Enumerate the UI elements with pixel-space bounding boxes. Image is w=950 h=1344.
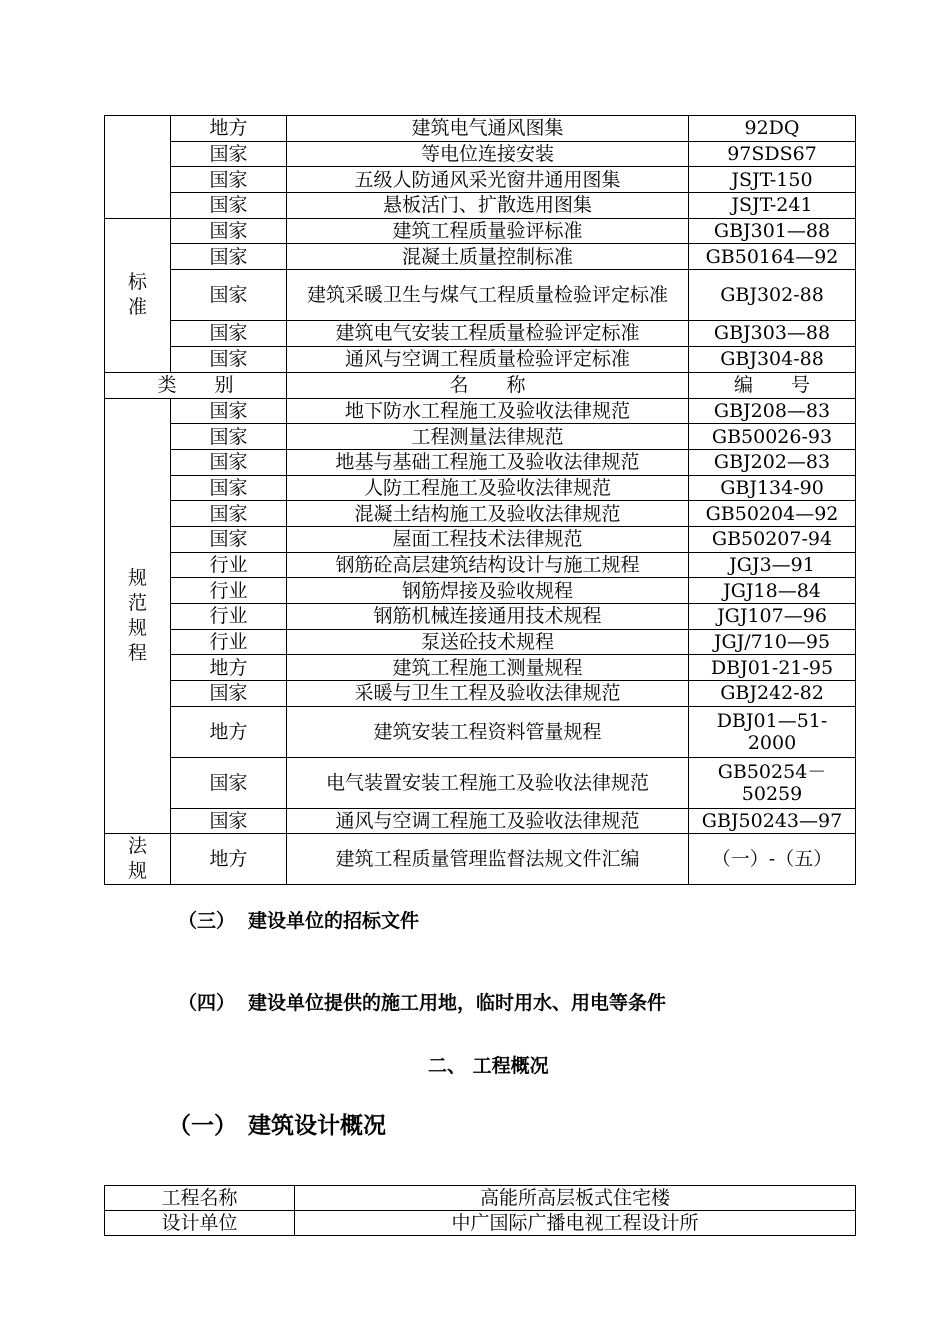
code-cell: JSJT-241 xyxy=(689,193,856,219)
name-cell: 建筑安装工程资料管量规程 xyxy=(287,706,689,757)
table-row xyxy=(105,526,856,552)
level-cell: 行业 xyxy=(171,578,287,604)
code-cell: GBJ303—88 xyxy=(689,321,856,347)
group-label: 规 范 规 程 xyxy=(105,398,171,834)
code-cell: GBJ301—88 xyxy=(689,218,856,244)
code-cell: JGJ3—91 xyxy=(689,552,856,578)
name-cell: 屋面工程技术法律规范 xyxy=(287,526,689,552)
name-cell: 悬板活门、扩散选用图集 xyxy=(287,193,689,219)
level-cell: 国家 xyxy=(171,475,287,501)
level-cell: 行业 xyxy=(171,604,287,630)
code-cell: GBJ242-82 xyxy=(689,681,856,707)
level-cell: 国家 xyxy=(171,244,287,270)
heading-project-overview xyxy=(428,1051,549,1078)
name-cell: 电气装置安装工程施工及验收法律规范 xyxy=(287,757,689,808)
code-cell: （一）-（五） xyxy=(689,834,856,885)
name-cell: 通风与空调工程施工及验收法律规范 xyxy=(287,808,689,834)
header-category: 类 别 xyxy=(105,372,287,398)
table-row xyxy=(105,270,856,321)
name-cell: 钢筋机械连接通用技术规程 xyxy=(287,604,689,630)
level-cell: 国家 xyxy=(171,449,287,475)
table-row xyxy=(105,808,856,834)
heading-number: （三） xyxy=(178,910,236,932)
table-row xyxy=(105,449,856,475)
level-cell: 国家 xyxy=(171,270,287,321)
name-cell: 建筑工程质量管理监督法规文件汇编 xyxy=(287,834,689,885)
name-cell: 等电位连接安装 xyxy=(287,141,689,167)
table-row xyxy=(105,604,856,630)
table-row xyxy=(105,629,856,655)
header-code: 编 号 xyxy=(689,372,856,398)
name-cell: 混凝土质量控制标准 xyxy=(287,244,689,270)
heading-bid-documents xyxy=(178,906,419,933)
code-cell: GB50254－ 50259 xyxy=(689,757,856,808)
name-cell: 采暖与卫生工程及验收法律规范 xyxy=(287,681,689,707)
level-cell: 国家 xyxy=(171,346,287,372)
table-row xyxy=(105,321,856,347)
code-cell: DBJ01—51- 2000 xyxy=(689,706,856,757)
level-cell: 行业 xyxy=(171,629,287,655)
code-cell: GBJ302-88 xyxy=(689,270,856,321)
table-row xyxy=(105,655,856,681)
level-cell: 国家 xyxy=(171,218,287,244)
code-cell: GBJ208—83 xyxy=(689,398,856,424)
code-cell: JGJ/710—95 xyxy=(689,629,856,655)
name-cell: 建筑采暖卫生与煤气工程质量检验评定标准 xyxy=(287,270,689,321)
info-value: 中广国际广播电视工程设计所 xyxy=(295,1211,856,1236)
name-cell: 泵送砼技术规程 xyxy=(287,629,689,655)
table-row xyxy=(105,475,856,501)
heading-text: 二、 工程概况 xyxy=(428,1055,549,1077)
level-cell: 地方 xyxy=(171,655,287,681)
project-info-table xyxy=(104,1185,856,1236)
table-row xyxy=(105,757,856,808)
name-cell: 建筑工程施工测量规程 xyxy=(287,655,689,681)
header-name: 名 称 xyxy=(287,372,689,398)
code-cell: 92DQ xyxy=(689,116,856,142)
level-cell: 国家 xyxy=(171,193,287,219)
code-cell: JGJ107—96 xyxy=(689,604,856,630)
heading-number: （四） xyxy=(178,992,236,1014)
code-cell: GBJ134-90 xyxy=(689,475,856,501)
table-row xyxy=(105,346,856,372)
code-cell: GBJ202—83 xyxy=(689,449,856,475)
name-cell: 地下防水工程施工及验收法律规范 xyxy=(287,398,689,424)
code-cell: GB50207-94 xyxy=(689,526,856,552)
table-row xyxy=(105,398,856,424)
code-cell: GB50026-93 xyxy=(689,424,856,450)
level-cell: 国家 xyxy=(171,398,287,424)
table-row xyxy=(105,578,856,604)
code-cell: GB50204—92 xyxy=(689,501,856,527)
info-value: 高能所高层板式住宅楼 xyxy=(295,1186,856,1211)
table-row xyxy=(105,193,856,219)
heading-site-conditions xyxy=(178,988,666,1015)
heading-architecture-overview xyxy=(168,1107,386,1140)
name-cell: 地基与基础工程施工及验收法律规范 xyxy=(287,449,689,475)
table-row xyxy=(105,141,856,167)
code-cell: GBJ50243—97 xyxy=(689,808,856,834)
table-row xyxy=(105,552,856,578)
level-cell: 国家 xyxy=(171,681,287,707)
level-cell: 国家 xyxy=(171,501,287,527)
level-cell: 国家 xyxy=(171,757,287,808)
level-cell: 国家 xyxy=(171,808,287,834)
code-cell: GBJ304-88 xyxy=(689,346,856,372)
level-cell: 行业 xyxy=(171,552,287,578)
code-cell: 97SDS67 xyxy=(689,141,856,167)
name-cell: 混凝土结构施工及验收法律规范 xyxy=(287,501,689,527)
level-cell: 地方 xyxy=(171,834,287,885)
name-cell: 工程测量法律规范 xyxy=(287,424,689,450)
code-cell: GB50164—92 xyxy=(689,244,856,270)
table-header-row xyxy=(105,372,856,398)
name-cell: 建筑工程质量验评标准 xyxy=(287,218,689,244)
table-row xyxy=(105,424,856,450)
info-label: 设计单位 xyxy=(105,1211,295,1236)
name-cell: 钢筋砼高层建筑结构设计与施工规程 xyxy=(287,552,689,578)
table-row xyxy=(105,681,856,707)
code-cell: JGJ18—84 xyxy=(689,578,856,604)
name-cell: 建筑电气安装工程质量检验评定标准 xyxy=(287,321,689,347)
table-row xyxy=(105,834,856,885)
group-label: 法 规 xyxy=(105,834,171,885)
heading-text: 建筑设计概况 xyxy=(248,1113,386,1139)
table-row xyxy=(105,1186,856,1211)
level-cell: 国家 xyxy=(171,141,287,167)
name-cell: 钢筋焊接及验收规程 xyxy=(287,578,689,604)
table-row xyxy=(105,116,856,142)
heading-number: （一） xyxy=(168,1113,237,1139)
table-row xyxy=(105,706,856,757)
level-cell: 国家 xyxy=(171,526,287,552)
name-cell: 五级人防通风采光窗井通用图集 xyxy=(287,167,689,193)
group-label xyxy=(105,116,171,219)
level-cell: 国家 xyxy=(171,167,287,193)
heading-text: 建设单位的招标文件 xyxy=(248,910,420,932)
level-cell: 国家 xyxy=(171,424,287,450)
name-cell: 通风与空调工程质量检验评定标准 xyxy=(287,346,689,372)
name-cell: 人防工程施工及验收法律规范 xyxy=(287,475,689,501)
table-row xyxy=(105,244,856,270)
name-cell: 建筑电气通风图集 xyxy=(287,116,689,142)
info-label: 工程名称 xyxy=(105,1186,295,1211)
level-cell: 地方 xyxy=(171,116,287,142)
level-cell: 国家 xyxy=(171,321,287,347)
standards-table xyxy=(104,115,856,885)
table-row xyxy=(105,218,856,244)
code-cell: DBJ01-21-95 xyxy=(689,655,856,681)
group-label: 标 准 xyxy=(105,218,171,372)
table-row xyxy=(105,1211,856,1236)
table-row xyxy=(105,501,856,527)
table-row xyxy=(105,167,856,193)
code-cell: JSJT-150 xyxy=(689,167,856,193)
heading-text: 建设单位提供的施工用地，临时用水、用电等条件 xyxy=(248,992,667,1014)
level-cell: 地方 xyxy=(171,706,287,757)
